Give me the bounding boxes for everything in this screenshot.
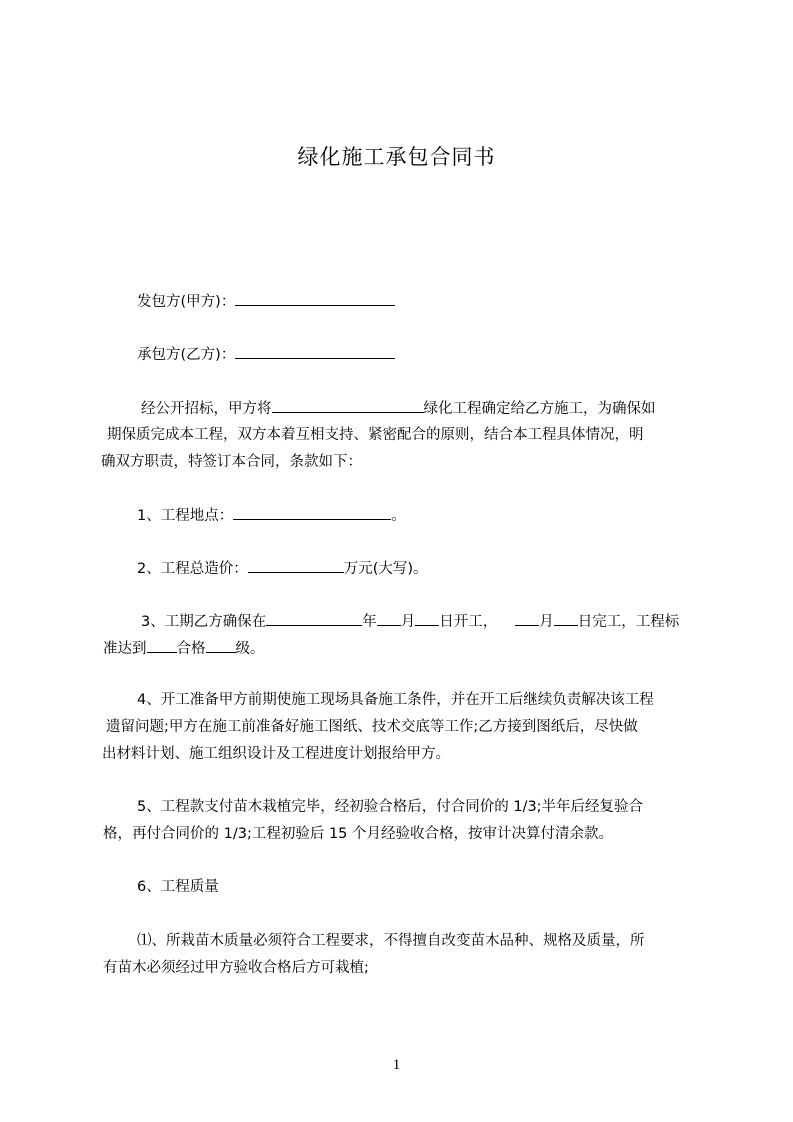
clause-4-line-3: 出材料计划、施工组织设计及工程进度计划报给甲方。 xyxy=(102,746,450,762)
document-title: 绿化施工承包合同书 xyxy=(297,145,496,169)
start-day-label: 日开工， xyxy=(439,614,498,630)
clause-3-line-1 xyxy=(141,611,679,632)
start-month-blank xyxy=(377,611,401,626)
end-month-blank xyxy=(515,611,539,626)
clause-1-label: 1、工程地点： xyxy=(137,508,234,524)
start-day-blank xyxy=(415,611,439,626)
standard-label: 准达到 xyxy=(103,641,147,657)
clause-3-line-2 xyxy=(103,638,265,659)
clause-6-item-1-line-1: ⑴、所栽苗木质量必须符合工程要求，不得擅自改变苗木品种、规格及质量，所 xyxy=(137,933,645,949)
project-name-blank xyxy=(272,398,424,413)
cost-blank xyxy=(248,558,344,573)
clause-4-line-2: 遗留问题;甲方在施工前准备好施工图纸、技术交底等工作;乙方接到图纸后，尽快做 xyxy=(106,719,638,735)
clause-5-line-1: 5、工程款支付苗木栽植完毕，经初验合格后，付合同价的 1/3;半年后经复验合 xyxy=(137,799,644,815)
party-a-blank xyxy=(235,291,395,306)
grade-blank xyxy=(206,638,236,653)
location-blank xyxy=(233,505,391,520)
start-month-label: 月 xyxy=(400,614,416,630)
party-b-label: 承包方(乙方)： xyxy=(137,347,236,363)
level-label: 级。 xyxy=(235,641,265,657)
clause-5-line-2: 格，再付合同价的 1/3;工程初验后 15 个月经验收合格，按审计决算付清余款。 xyxy=(103,826,613,842)
clause-2-label: 2、工程总造价： xyxy=(137,561,248,577)
party-a-line xyxy=(137,291,395,312)
intro-line-2: 期保质完成本工程，双方本着互相支持、紧密配合的原则，结合本工程具体情况，明 xyxy=(107,427,644,443)
clause-3-label: 3、工期乙方确保在 xyxy=(141,614,267,630)
party-a-label: 发包方(甲方)： xyxy=(137,294,236,310)
page-number: 1 xyxy=(392,1057,401,1073)
clause-2-cost xyxy=(137,558,428,579)
clause-4-line-1: 4、开工准备甲方前期使施工现场具备施工条件，并在开工后继续负责解决该工程 xyxy=(137,692,654,708)
intro-prefix: 经公开招标，甲方将 xyxy=(141,401,272,417)
party-b-blank xyxy=(235,344,395,359)
clause-1-location xyxy=(137,505,406,526)
year-blank xyxy=(266,611,362,626)
end-day-blank xyxy=(554,611,578,626)
grade-label: 合格 xyxy=(176,641,206,657)
end-day-label: 日完工，工程标 xyxy=(577,614,680,630)
clause-6-heading: 6、工程质量 xyxy=(137,879,219,895)
clause-1-end: 。 xyxy=(391,508,406,524)
intro-line-1 xyxy=(141,398,656,419)
party-b-line xyxy=(137,344,395,365)
clause-6-item-1-line-2: 有苗木必须经过甲方验收合格后方可栽植; xyxy=(103,960,369,976)
intro-suffix: 绿化工程确定给乙方施工，为确保如 xyxy=(423,401,656,417)
year-label: 年 xyxy=(362,614,377,630)
end-month-label: 月 xyxy=(539,614,554,630)
standard-blank xyxy=(147,638,177,653)
intro-line-3: 确双方职责，特签订本合同，条款如下： xyxy=(101,454,362,470)
clause-2-unit: 万元(大写)。 xyxy=(343,561,428,577)
